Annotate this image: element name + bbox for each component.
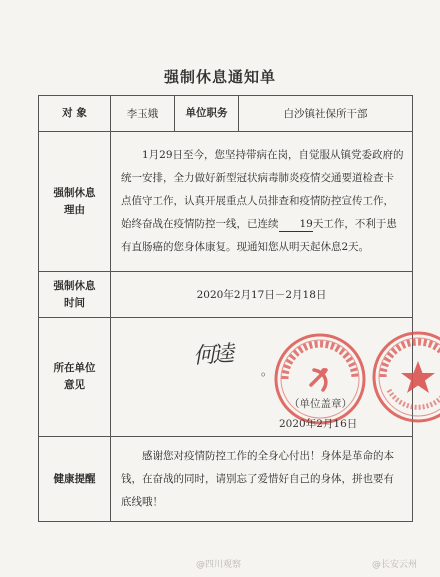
rest-period: 2020年2月17日－2月18日 [111, 272, 413, 318]
party-emblem-icon [311, 368, 327, 390]
seal-date: 2020年2月16日 [279, 418, 358, 430]
notice-form-table [38, 95, 413, 522]
seal-label: （单位盖章） [289, 398, 352, 410]
star-icon [401, 361, 435, 393]
label-unit-position: 单位职务 [175, 96, 239, 132]
document-title: 强制休息通知单 [163, 68, 276, 86]
person-position: 白沙镇社保所干部 [239, 96, 413, 132]
watermark-right: @长安云州 [372, 560, 418, 570]
label-unit-opinion: 所在单位意见 [39, 318, 111, 437]
person-name: 李玉娥 [111, 96, 175, 132]
watermark-left: @四川观察 [196, 560, 242, 570]
label-object: 对 象 [39, 96, 111, 132]
party-committee-seal [271, 330, 369, 428]
signature-mark: 。 [261, 364, 274, 378]
row-object [39, 96, 413, 132]
label-health-tip: 健康提醒 [39, 437, 111, 522]
reason-text: 1月29日至今，您坚持带病在岗，自觉服从镇党委政府的统一安排，全力做好新型冠状病毒肺炎疫情交通要道检查卡点值守工作，认真开展重点人员排查和疫情防控宣传工作，始终奋战在疫情防控一线，已连续 19天工作，不利于患有直肠癌的您身体康复。现通知您从明天起休息2天。 [111, 132, 413, 272]
handwritten-signature: 何逵 [192, 341, 232, 370]
row-unit-opinion [39, 318, 413, 437]
health-tip-text: 感谢您对疫情防控工作的全身心付出！身体是革命的本钱，在奋战的同时，请别忘了爱惜好自己的身体，拼也要有底线哦！ [111, 437, 413, 522]
government-seal [369, 328, 440, 426]
row-health-tip [39, 437, 413, 522]
row-period [39, 272, 413, 318]
unit-opinion-cell [111, 318, 413, 437]
label-period: 强制休息时间 [39, 272, 111, 318]
label-reason: 强制休息理由 [39, 132, 111, 272]
days-count: 19 [279, 217, 313, 232]
row-reason [39, 132, 413, 272]
